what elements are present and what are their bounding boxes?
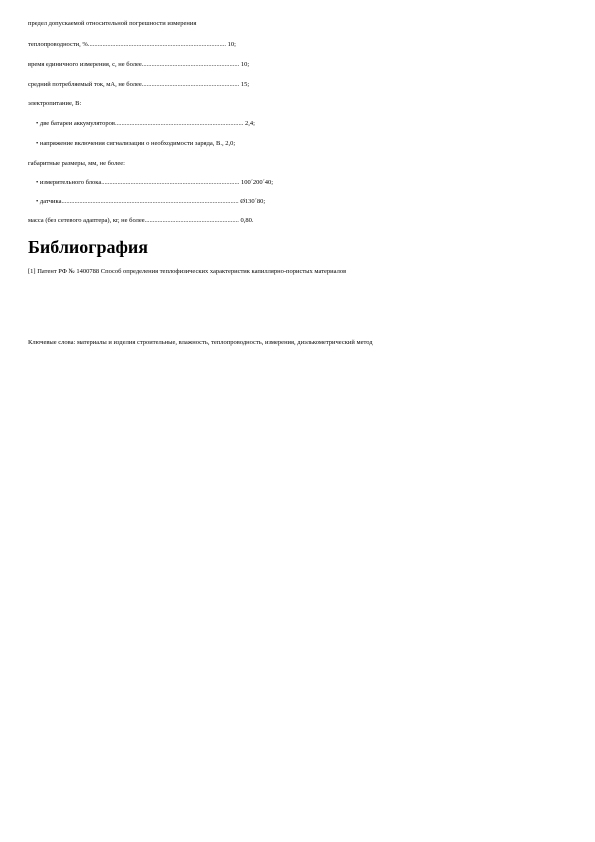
spec-line-batteries: • две батареи аккумуляторов............................................................................... 2,4; [36, 120, 255, 127]
spec-line-mass: масса (без сетевого адаптера), кг, не более.......................................................... 0,80. [28, 217, 254, 224]
spec-line-measuring-unit: • измерительного блока..................................................................................... 100´200´40; [36, 179, 274, 186]
spec-line-dimensions: габаритные размеры, мм, не более: [28, 160, 125, 167]
spec-line-current: средний потребляемый ток, мА, не более............................................................ 15; [28, 81, 250, 88]
keywords-line: Ключевые слова: материалы и изделия строительные, влажность, теплопроводность, измерения, диэлькометрический метод [28, 339, 373, 346]
spec-line-measurement-time: время единичного измерения, с, не более............................................................ 10; [28, 61, 250, 68]
spec-line-charge-alarm: • напряжение включения сигнализации о необходимости заряда, В., 2,0; [36, 140, 236, 147]
spec-line-power-supply: электропитание, В: [28, 100, 82, 107]
bibliography-item: [1] Патент РФ № 1400788 Способ определения теплофизических характеристик капиллярно-пористых материалов [28, 268, 347, 275]
spec-line-sensor: • датчика............................................................................................................. Ø130´80; [36, 198, 266, 205]
spec-line-thermal-conductivity: теплопроводности, %..................................................................................... 10; [28, 41, 236, 48]
bibliography-heading: Библиография [28, 237, 149, 257]
spec-line-error-limit: предел допускаемой относительной погрешности измерения [28, 20, 197, 27]
